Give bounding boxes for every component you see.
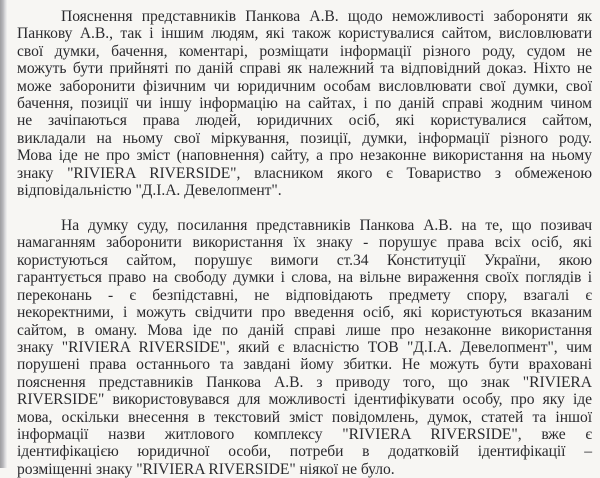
- text-line: пояснення представників Панкова А.В. з приводу того, що знак "RIVIERA: [17, 373, 592, 391]
- text-line: мова, оскільки внесення в текстовий зміст повідомлень, думок, статей та іншої: [17, 408, 592, 426]
- text-line: викладали на ньому свої міркування, позиції, думки, інформації різного роду.: [17, 129, 592, 147]
- text-line: Мова іде не про зміст (наповнення) сайту, а про незаконне використання на ньому: [17, 147, 592, 165]
- text-line: Пояснення представників Панкова А.В. щодо неможливості забороняти як: [61, 8, 592, 25]
- paragraph-2: [17, 217, 592, 478]
- text-line: свої думки, бачення, коментарі, розміщати інформації різного роду, судом не: [17, 42, 592, 60]
- text-line: порушені права останнього та завдані йому збитки. Не можуть бути враховані: [17, 356, 592, 374]
- document-page: [17, 8, 592, 478]
- text-line: ідентифікацією юридичної особи, потреби в додатковій ідентифікації –: [17, 443, 592, 461]
- text-line: не зачіпаються права людей, юридичних осіб, які користувалися сайтом,: [17, 112, 592, 130]
- text-line: знаку "RIVIERA RIVERSIDE", який є власністю ТОВ "Д.І.А. Девелопмент", чим: [17, 338, 592, 356]
- text-line: може заборонити фізичним чи юридичним особам висловлювати свої думки, свої: [17, 77, 592, 95]
- text-line: розміщенні знаку "RIVIERA RIVERSIDE" ніякої не було.: [17, 460, 395, 478]
- text-line: сайтом, в оману. Мова іде по даній справі лише про незаконне використання: [17, 321, 592, 339]
- text-line: некоректними, і можуть свідчити про введення осіб, які користуються вказаним: [17, 304, 592, 322]
- text-line: Панкову А.В., так і іншим людям, які також користувалися сайтом, висловлювати: [17, 25, 592, 43]
- text-line: знаку "RIVIERA RIVERSIDE", власником якого є Товариство з обмеженою: [17, 164, 592, 182]
- text-line: відповідальністю "Д.І.А. Девелопмент".: [17, 182, 282, 200]
- text-line: інформації назви житлового комплексу "RIVIERA RIVERSIDE", вже є: [17, 425, 592, 443]
- text-line: RIVERSIDE" використовувався для можливості ідентифікувати особу, про яку іде: [17, 391, 592, 409]
- text-line: бачення, позиції чи іншу інформацію на сайтах, і по даній справі жодним чином: [17, 95, 592, 113]
- paragraph-1: [17, 8, 592, 199]
- text-line: можуть бути прийняті по даній справі як належний та відповідний доказ. Ніхто не: [17, 60, 592, 78]
- scanned-page-edge: [0, 0, 7, 468]
- text-line: користуються сайтом, порушує вимоги ст.34 Конституції України, якою: [17, 251, 592, 269]
- text-line: На думку суду, посилання представників Панкова А.В. на те, що позивач: [61, 217, 592, 235]
- text-line: переконань - є безпідставні, не відповідають предмету спору, взагалі є: [17, 286, 592, 304]
- text-line: гарантується право на свободу думки і слова, на вільне вираження своїх поглядів і: [17, 269, 592, 287]
- text-line: намаганням заборонити використання їх знаку - порушує права всіх осіб, які: [17, 234, 592, 252]
